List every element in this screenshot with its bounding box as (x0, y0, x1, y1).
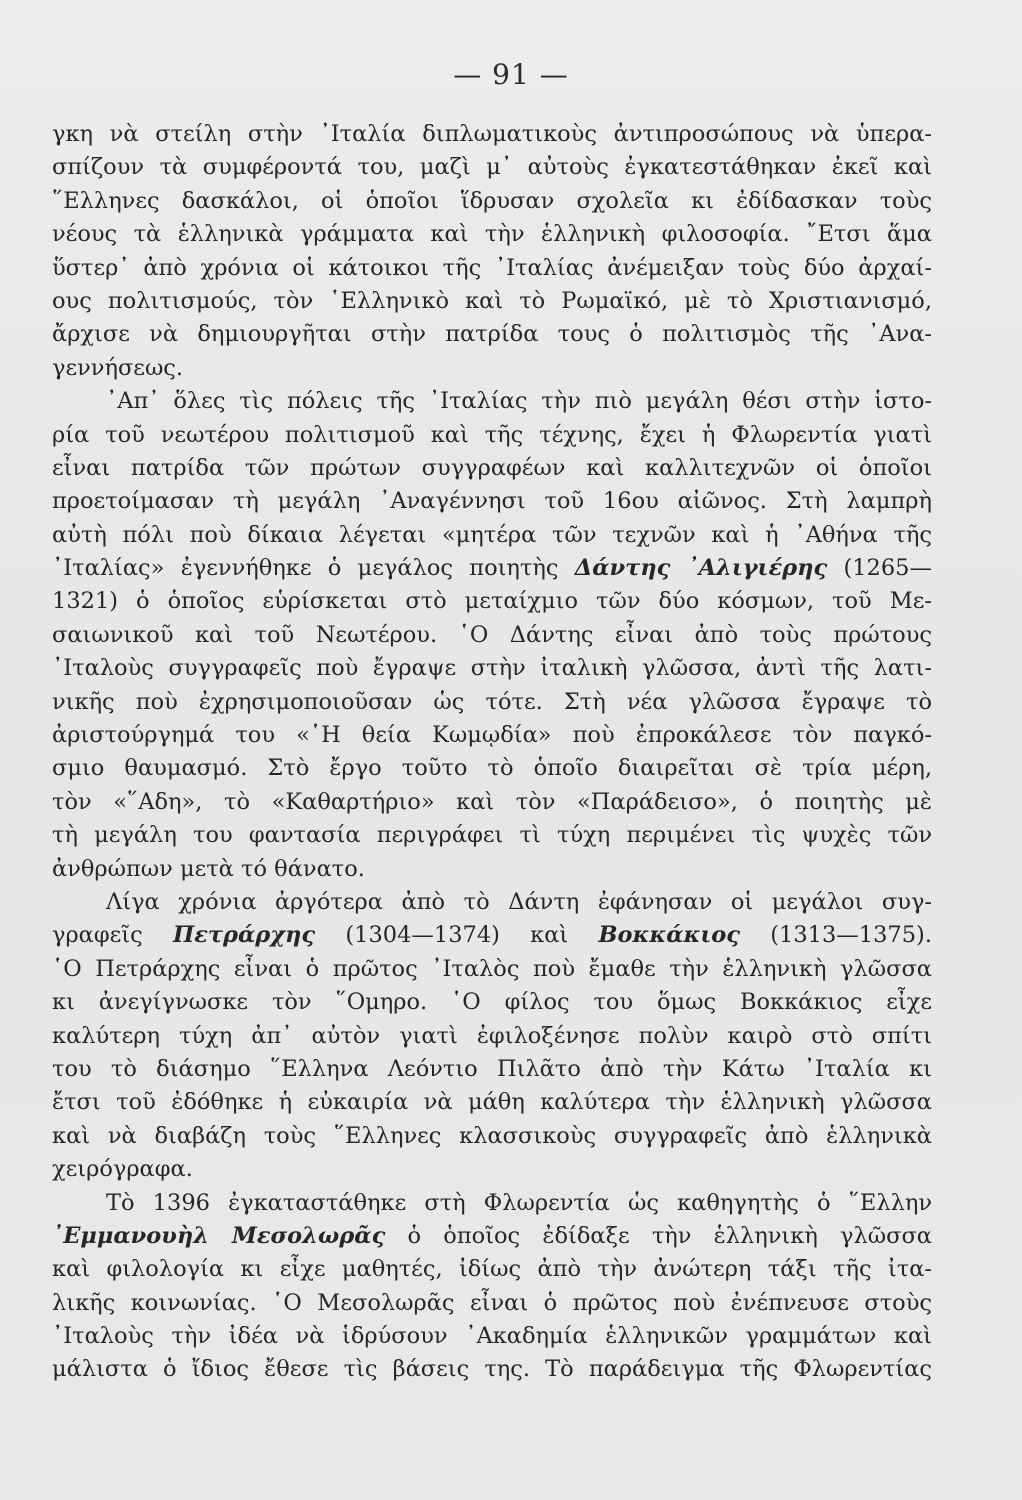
line-text: ὁ ὁποῖος ἐδίδαξε τὴν ἑλληνικὴ γλῶσσα (385, 1222, 932, 1249)
text-line: λικῆς κοινωνίας. ῾Ο Μεσολωρᾶς εἶναι ὁ πρῶτος ποὺ ἐνέπνευσε στοὺς (52, 1289, 932, 1316)
text-line: ους πολιτισμούς, τὸν ῾Ελληνικὸ καὶ τὸ Ρωμαϊκό, μὲ τὸ Χριστιανισμό, (52, 287, 932, 314)
text-line: μάλιστα ὁ ἴδιος ἔθεσε τὶς βάσεις της. Τὸ παράδειγμα τῆς Φλωρεντίας (52, 1356, 932, 1383)
line-text: γραφεῖς (52, 922, 173, 949)
text-line: ᾿Ιταλοὺς συγγραφεῖς ποὺ ἔγραψε στὴν ἰταλικὴ γλῶσσα, ἀντὶ τῆς λατι- (52, 655, 932, 682)
text-line: καὶ φιλολογία κι εἶχε μαθητές, ἰδίως ἀπὸ τὴν ἀνώτερη τάξι τῆς ἰτα- (52, 1256, 932, 1283)
text-line: Λίγα χρόνια ἀργότερα ἀπὸ τὸ Δάντη ἐφάνησαν οἱ μεγάλοι συγ- (106, 888, 932, 915)
text-line: γκη νὰ στείλη στὴν ᾿Ιταλία διπλωματικοὺς ἀντιπροσώπους νὰ ὑπερα- (52, 121, 932, 147)
text-line: χειρόγραφα. (52, 1156, 193, 1183)
line-text: (1313—1375). (740, 922, 932, 949)
text-line: νέους τὰ ἑλληνικὰ γράμματα καὶ τὴν ἑλληνικὴ φιλοσοφία. ῎Ετσι ἅμα (52, 221, 932, 248)
line-text: (1304—1374) καὶ (315, 922, 599, 949)
text-line: 1321) ὁ ὁποῖος εὑρίσκεται στὸ μεταίχμιο τῶν δύο κόσμων, τοῦ Με- (52, 588, 932, 615)
text-line: καλύτερη τύχη ἀπ᾿ αὐτὸν γιατὶ ἐφιλοξένησε πολὺν καιρὸ στὸ σπίτι (52, 1022, 932, 1049)
text-line (52, 552, 932, 585)
text-line: ᾿Ιταλοὺς τὴν ἰδέα νὰ ἱδρύσουν ᾿Ακαδημία ἑλληνικῶν γραμμάτων καὶ (52, 1323, 932, 1350)
text-line: καὶ νὰ διαβάζη τοὺς ῞Ελληνες κλασσικοὺς συγγραφεῖς ἀπὸ ἑλληνικὰ (52, 1122, 932, 1149)
text-line: ρία τοῦ νεωτέρου πολιτισμοῦ καὶ τῆς τέχνης, ἔχει ἡ Φλωρεντία γιατὶ (52, 421, 932, 448)
page-number: — 91 — (453, 58, 569, 91)
text-line: ἀνθρώπων μετὰ τό θάνατο. (52, 855, 365, 882)
text-line: ῞Ελληνες δασκάλοι, οἱ ὁποῖοι ἵδρυσαν σχολεῖα κι ἐδίδασκαν τοὺς (52, 187, 932, 214)
body-text (52, 118, 932, 1387)
text-line: κι ἀνεγίγνωσκε τὸν ῞Ομηρο. ῾Ο φίλος του ὅμως Βοκκάκιος εἶχε (52, 989, 932, 1016)
text-line: του τὸ διάσημο ῞Ελληνα Λεόντιο Πιλᾶτο ἀπὸ τὴν Κάτω ᾿Ιταλία κι (52, 1055, 932, 1082)
text-line: Τὸ 1396 ἐγκαταστάθηκε στὴ Φλωρεντία ὡς καθηγητὴς ὁ ῞Ελλην (106, 1189, 932, 1216)
name-petrarch: Πετράρχης (172, 922, 316, 949)
text-line: ὕστερ᾿ ἀπὸ χρόνια οἱ κάτοικοι τῆς ᾿Ιταλίας ἀνέμειξαν τοὺς δύο ἀρχαί- (52, 254, 932, 281)
text-line: ῾Ο Πετράρχης εἶναι ὁ πρῶτος ᾿Ιταλὸς ποὺ ἔμαθε τὴν ἑλληνικὴ γλῶσσα (52, 955, 932, 982)
text-line (52, 919, 932, 952)
text-line: σμιο θαυμασμό. Στὸ ἔργο τοῦτο τὸ ὁποῖο διαιρεῖται σὲ τρία μέρη, (52, 755, 932, 782)
name-boccaccio: Βοκκάκιος (598, 922, 741, 949)
text-line: εἶναι πατρίδα τῶν πρώτων συγγραφέων καὶ καλλιτεχνῶν οἱ ὁποῖοι (52, 454, 932, 481)
text-line: αὐτὴ πόλι ποὺ δίκαια λέγεται «μητέρα τῶν τεχνῶν καὶ ἡ ᾿Αθήνα τῆς (52, 521, 932, 548)
line-text: ᾿Ιταλίας» ἐγεννήθηκε ὁ μεγάλος ποιητὴς (52, 555, 575, 582)
name-mesoloras: ᾿Εμμανουὴλ Μεσολωρᾶς (52, 1222, 386, 1249)
text-line: τὸν «῞Αδη», τὸ «Καθαρτήριο» καὶ τὸν «Παράδεισο», ὁ ποιητὴς μὲ (52, 788, 932, 815)
text-line: ᾿Απ᾿ ὅλες τὶς πόλεις τῆς ᾿Ιταλίας τὴν πιὸ μεγάλη θέσι στὴν ἱστο- (106, 388, 932, 415)
text-line: γεννήσεως. (52, 354, 184, 381)
text-line: ἀριστούργημά του «῾Η θεία Κωμῳδία» ποὺ ἐπροκάλεσε τὸν παγκό- (52, 722, 932, 749)
name-dantes: Δάντης ᾿Αλιγιέρης (574, 555, 828, 582)
text-line: νικῆς ποὺ ἐχρησιμοποιοῦσαν ὡς τότε. Στὴ νέα γλῶσσα ἔγραψε τὸ (52, 688, 932, 715)
text-line: τὴ μεγάλη του φαντασία περιγράφει τὶ τύχη περιμένει τὶς ψυχὲς τῶν (52, 822, 932, 849)
text-line: ἔτσι τοῦ ἐδόθηκε ἡ εὐκαιρία νὰ μάθη καλύτερα τὴν ἑλληνικὴ γλῶσσα (52, 1089, 932, 1116)
text-line: ἄρχισε νὰ δημιουργῆται στὴν πατρίδα τους ὁ πολιτισμὸς τῆς ᾿Ανα- (52, 321, 932, 348)
text-line: προετοίμασαν τὴ μεγάλη ᾿Αναγέννησι τοῦ 16ου αἰῶνος. Στὴ λαμπρὴ (52, 488, 932, 515)
text-line: σπίζουν τὰ συμφέροντά του, μαζὶ μ᾿ αὐτοὺς ἐγκατεστάθηκαν ἐκεῖ καὶ (52, 154, 932, 181)
text-line (52, 1220, 932, 1253)
text-line: σαιωνικοῦ καὶ τοῦ Νεωτέρου. ῾Ο Δάντης εἶναι ἀπὸ τοὺς πρώτους (52, 621, 932, 648)
line-text: (1265— (827, 555, 933, 582)
